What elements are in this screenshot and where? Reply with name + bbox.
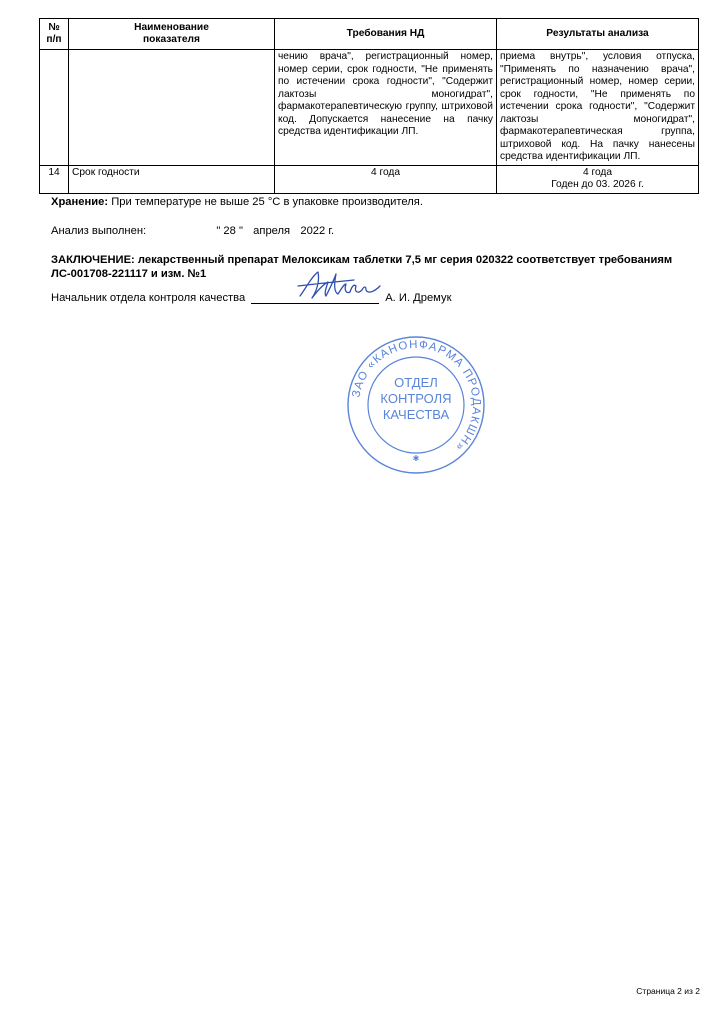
row-name: Срок годности (69, 165, 275, 193)
stamp-star-icon: ✱ (412, 454, 420, 463)
conclusion-label: ЗАКЛЮЧЕНИЕ: (51, 254, 135, 266)
handwritten-signature (294, 266, 384, 306)
page-number: Страница 2 из 2 (636, 986, 700, 996)
quality-control-stamp (346, 335, 486, 475)
row-results: приема внутрь", условия отпуска, "Применять по назначению врача", регистрационный номер, номер серии, срок годности, "Не применять по истечении срока годности", "Содержит лактозы моногидрат", фармакотерапевтическая группа, штриховой код. На пачку нанесены средства идентификации ЛП. (497, 50, 699, 166)
stamp-line-1: ОТДЕЛ (394, 375, 438, 390)
storage-label: Хранение: (51, 196, 109, 208)
signatory-line (51, 291, 451, 304)
signatory-title: Начальник отдела контроля качества (51, 292, 246, 304)
table-header-row (40, 19, 699, 50)
analysis-table (39, 18, 699, 194)
stamp-ring-text: ЗАО «КАНОНФАРМА ПРОДАКШН» (350, 338, 483, 454)
row-name (69, 50, 275, 166)
row-requirements: чению врача", регистрационный номер, номер серии, срок годности, "Не применять по истечении срока годности", "Содержит лактозы моногидрат", фармакотерапевтическую группу, штриховой код. Допускается нанесение на пачку средства идентификации ЛП. (275, 50, 497, 166)
conclusion-text: лекарственный препарат Мелоксикам таблетки 7,5 мг серия 020322 соответствует требованиям ЛС-001708-221117 и изм. №1 (51, 254, 673, 280)
storage-text: При температуре не выше 25 °С в упаковке производителя. (108, 196, 423, 208)
analysis-day: " 28 " (216, 225, 243, 237)
stamp-line-3: КАЧЕСТВА (382, 407, 450, 422)
table-row (40, 165, 699, 193)
storage-line (51, 196, 423, 208)
table-row (40, 50, 699, 166)
row-requirements: 4 года (275, 165, 497, 193)
row-results: 4 года Годен до 03. 2026 г. (497, 165, 699, 193)
analysis-date-line (51, 225, 334, 237)
row-num: 14 (40, 165, 69, 193)
analysis-year: 2022 г. (300, 225, 335, 237)
header-requirements: Требования НД (275, 19, 497, 50)
header-name: Наименование показателя (69, 19, 275, 50)
analysis-label: Анализ выполнен: (51, 225, 147, 237)
header-num: № п/п (40, 19, 69, 50)
header-results: Результаты анализа (497, 19, 699, 50)
row-num (40, 50, 69, 166)
analysis-month: апреля (253, 225, 291, 237)
stamp-line-2: КОНТРОЛЯ (380, 391, 452, 406)
signatory-name: А. И. Дремук (385, 292, 452, 304)
